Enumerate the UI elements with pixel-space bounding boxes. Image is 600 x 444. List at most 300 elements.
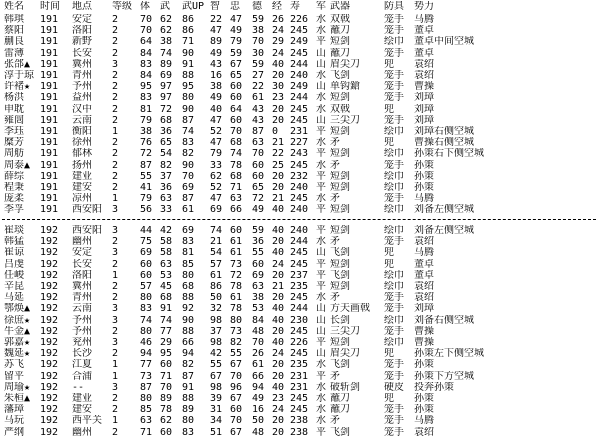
cell-weapon: 蘸刀 [330, 393, 350, 404]
cell-armor: 绘巾 [384, 148, 404, 160]
cell-life: 243 [290, 148, 309, 160]
cell-life: 249 [290, 81, 309, 93]
cell-intel: 34 [210, 415, 223, 427]
cell-war-up: 92 [182, 303, 195, 315]
cell-virtue: 87 [252, 126, 265, 137]
cell-body: 75 [140, 236, 153, 248]
cell-troop: 水 [316, 70, 326, 81]
cell-level: 3 [112, 337, 119, 348]
cell-faction: 刘备右侧空城 [414, 314, 474, 326]
cell-loyal: 66 [230, 204, 243, 216]
cell-loyal: 70 [230, 415, 243, 427]
cell-troop: 水 [316, 137, 326, 149]
cell-virtue: 60 [252, 258, 265, 270]
cell-place: 西安阳 [72, 204, 102, 216]
cell-level: 3 [112, 225, 119, 236]
cell-war: 37 [160, 170, 173, 182]
cell-loyal: 79 [230, 36, 243, 48]
cell-name: 鄂焕▲ [4, 303, 31, 315]
cell-level: 3 [112, 314, 119, 326]
cell-body: 85 [140, 404, 153, 416]
cell-armor: 兜 [384, 258, 394, 270]
cell-time: 191 [40, 25, 59, 37]
cell-life: 238 [290, 426, 309, 438]
cell-level: 1 [112, 269, 119, 281]
cell-place: 汉中 [72, 103, 92, 115]
cell-faction: 刘璋 [414, 114, 434, 126]
cell-faction: 刘备左侧空城 [414, 204, 474, 216]
cell-exp: 21 [272, 281, 285, 292]
cell-loyal: 67 [230, 393, 243, 404]
cell-name: 周瑜★ [4, 381, 31, 393]
cell-name: 郭嘉★ [4, 337, 31, 348]
cell-war: 74 [160, 47, 173, 59]
cell-time: 192 [40, 236, 59, 248]
cell-troop: 水 [316, 404, 326, 416]
cell-level: 3 [112, 381, 119, 393]
cell-place: 合浦 [72, 370, 92, 382]
cell-exp: 20 [272, 182, 285, 193]
cell-virtue: 43 [252, 114, 265, 126]
cell-intel: 69 [210, 204, 223, 216]
cell-faction: 袁绍 [414, 236, 434, 248]
cell-armor: 笼手 [384, 236, 404, 248]
cell-name: 许褚★ [4, 81, 31, 93]
cell-virtue: 43 [252, 103, 265, 115]
cell-war-up: 87 [182, 114, 195, 126]
cell-troop: 平 [316, 182, 326, 193]
cell-body: 71 [140, 426, 153, 438]
cell-exp: 29 [272, 36, 285, 48]
cell-weapon: 短剑 [330, 337, 350, 348]
cell-war-up: 83 [182, 236, 195, 248]
cell-war-up: 88 [182, 393, 195, 404]
cell-war-up: 83 [182, 137, 195, 149]
cell-faction: 董卓 [414, 258, 434, 270]
cell-level: 2 [112, 325, 119, 337]
cell-life: 245 [290, 103, 309, 115]
cell-life: 245 [290, 25, 309, 37]
cell-troop: 山 [316, 303, 326, 315]
cell-virtue: 50 [252, 415, 265, 427]
cell-armor: 绘巾 [384, 281, 404, 292]
cell-war-up: 80 [182, 415, 195, 427]
cell-faction: 孙策 [414, 393, 434, 404]
cell-intel: 47 [210, 193, 223, 205]
cell-faction: 孙策右下侧空城 [414, 148, 484, 160]
cell-life: 235 [290, 281, 309, 292]
cell-weapon: 短剑 [330, 182, 350, 193]
cell-virtue: 72 [252, 193, 265, 205]
cell-weapon: 矛 [330, 236, 340, 248]
cell-war-up: 82 [182, 148, 195, 160]
cell-troop: 山 [316, 114, 326, 126]
cell-life: 244 [290, 58, 309, 70]
cell-intel: 50 [210, 292, 223, 304]
cell-faction: 刘备左侧空城 [414, 225, 474, 236]
cell-place: 安定 [72, 247, 92, 259]
cell-war: 62 [160, 415, 173, 427]
cell-troop: 水 [316, 103, 326, 115]
cell-troop: 山 [316, 247, 326, 259]
cell-troop: 平 [316, 269, 326, 281]
cell-war-up: 90 [182, 314, 195, 326]
cell-time: 192 [40, 325, 59, 337]
cell-virtue: 30 [252, 47, 265, 59]
cell-war: 54 [160, 148, 173, 160]
cell-virtue: 59 [252, 58, 265, 70]
cell-armor: 笼手 [384, 325, 404, 337]
header-life: 寿 [290, 1, 300, 12]
cell-faction: 孙策 [414, 404, 434, 416]
cell-intel: 47 [210, 25, 223, 37]
cell-war-up: 94 [182, 348, 195, 360]
table-header [0, 1, 600, 14]
cell-war-up: 66 [182, 337, 195, 348]
cell-loyal: 67 [230, 426, 243, 438]
header-loyal: 忠 [230, 1, 240, 12]
cell-weapon: 蘸刀 [330, 25, 350, 37]
cell-place: 建安 [72, 182, 92, 193]
cell-war-up: 71 [182, 36, 195, 48]
cell-virtue: 65 [252, 182, 265, 193]
cell-armor: 笼手 [384, 114, 404, 126]
cell-time: 192 [40, 381, 59, 393]
cell-intel: 57 [210, 258, 223, 270]
cell-war-up: 80 [182, 269, 195, 281]
cell-war-up: 91 [182, 58, 195, 70]
cell-war: 60 [160, 359, 173, 371]
cell-intel: 22 [210, 14, 223, 25]
cell-war: 62 [160, 14, 173, 25]
cell-name: 任峻 [4, 269, 24, 281]
cell-armor: 硬皮 [384, 381, 404, 393]
cell-loyal: 78 [230, 281, 243, 292]
cell-intel: 49 [210, 92, 223, 104]
cell-exp: 20 [272, 359, 285, 371]
cell-faction: 刘璋 [414, 92, 434, 104]
header-place: 地点 [72, 1, 92, 12]
cell-armor: 绘巾 [384, 204, 404, 216]
cell-name: 苏飞 [4, 359, 24, 371]
cell-weapon: 短剑 [330, 36, 350, 48]
cell-virtue: 63 [252, 281, 265, 292]
cell-faction: 董卓 [414, 47, 434, 59]
cell-faction: 董卓 [414, 269, 434, 281]
cell-place: 衡阳 [72, 126, 92, 137]
cell-exp: 40 [272, 204, 285, 216]
cell-weapon: 矛 [330, 292, 340, 304]
cell-exp: 20 [272, 103, 285, 115]
cell-level: 3 [112, 58, 119, 70]
cell-war-up: 80 [182, 92, 195, 104]
cell-name: 杨洪 [4, 92, 24, 104]
cell-weapon: 蘸刀 [330, 404, 350, 416]
cell-life: 240 [290, 70, 309, 81]
cell-place: 建安 [72, 404, 92, 416]
header-war-up: 武UP [182, 1, 205, 12]
cell-name: 周舫 [4, 148, 24, 160]
cell-life: 240 [290, 204, 309, 216]
cell-weapon: 矛 [330, 193, 340, 205]
cell-faction: 孙策 [414, 159, 434, 171]
cell-armor: 笼手 [384, 193, 404, 205]
cell-loyal: 74 [230, 148, 243, 160]
cell-virtue: 22 [252, 81, 265, 93]
cell-virtue: 84 [252, 314, 265, 326]
cell-troop: 山 [316, 348, 326, 360]
cell-armor: 笼手 [384, 159, 404, 171]
cell-war: 60 [160, 426, 173, 438]
cell-weapon: 短剑 [330, 281, 350, 292]
cell-time: 192 [40, 303, 59, 315]
cell-virtue: 38 [252, 25, 265, 37]
cell-exp: 22 [272, 148, 285, 160]
cell-loyal: 80 [230, 314, 243, 326]
cell-war-up: 88 [182, 70, 195, 81]
cell-virtue: 16 [252, 404, 265, 416]
cell-name: 程秉 [4, 182, 24, 193]
cell-level: 2 [112, 348, 119, 360]
cell-level: 2 [112, 103, 119, 115]
cell-loyal: 64 [230, 103, 243, 115]
cell-intel: 54 [210, 247, 223, 259]
cell-life: 245 [290, 258, 309, 270]
cell-place: 西平关 [72, 415, 102, 427]
cell-life: 245 [290, 114, 309, 126]
cell-troop: 山 [316, 81, 326, 93]
cell-war: 68 [160, 114, 173, 126]
cell-armor: 笼手 [384, 303, 404, 315]
header-level: 等级 [112, 1, 132, 12]
table-row [0, 427, 600, 440]
cell-loyal: 61 [230, 247, 243, 259]
cell-virtue: 60 [252, 170, 265, 182]
cell-life: 249 [290, 36, 309, 48]
cell-faction: 孙策 [414, 170, 434, 182]
cell-time: 192 [40, 258, 59, 270]
cell-loyal: 68 [230, 170, 243, 182]
cell-body: 79 [140, 193, 153, 205]
cell-troop: 水 [316, 92, 326, 104]
cell-life: 231 [290, 126, 309, 137]
cell-war: 68 [160, 292, 173, 304]
cell-intel: 39 [210, 393, 223, 404]
cell-body: 80 [140, 292, 153, 304]
cell-life: 245 [290, 193, 309, 205]
cell-life: 230 [290, 314, 309, 326]
cell-troop: 平 [316, 258, 326, 270]
cell-body: 84 [140, 47, 153, 59]
cell-war: 72 [160, 103, 173, 115]
cell-faction: 孙策下方空城 [414, 370, 474, 382]
cell-place: 长沙 [72, 348, 92, 360]
cell-armor: 兜 [384, 58, 394, 70]
cell-war-up: 70 [182, 170, 195, 182]
cell-exp: 40 [272, 337, 285, 348]
cell-intel: 86 [210, 281, 223, 292]
cell-level: 2 [112, 81, 119, 93]
cell-body: 55 [140, 170, 153, 182]
cell-weapon: 矛 [330, 159, 340, 171]
cell-troop: 平 [316, 281, 326, 292]
cell-level: 2 [112, 182, 119, 193]
cell-faction: 刘璋 [414, 303, 434, 315]
cell-weapon: 方天画戟 [330, 303, 370, 315]
cell-troop: 平 [316, 204, 326, 216]
cell-war-up: 83 [182, 426, 195, 438]
cell-armor: 绘巾 [384, 126, 404, 137]
cell-body: 74 [140, 314, 153, 326]
cell-life: 237 [290, 269, 309, 281]
cell-faction: 投奔孙策 [414, 381, 454, 393]
cell-war: 97 [160, 92, 173, 104]
cell-war-up: 69 [182, 182, 195, 193]
cell-time: 192 [40, 337, 59, 348]
cell-virtue: 61 [252, 92, 265, 104]
cell-loyal: 73 [230, 258, 243, 270]
cell-life: 245 [290, 47, 309, 59]
cell-faction: 袁绍 [414, 70, 434, 81]
cell-place: 建业 [72, 393, 92, 404]
cell-exp: 24 [272, 348, 285, 360]
cell-body: 70 [140, 25, 153, 37]
cell-war: 58 [160, 247, 173, 259]
cell-intel: 52 [210, 126, 223, 137]
cell-level: 2 [112, 114, 119, 126]
cell-loyal: 60 [230, 404, 243, 416]
cell-intel: 32 [210, 303, 223, 315]
cell-time: 192 [40, 415, 59, 427]
cell-intel: 47 [210, 137, 223, 149]
cell-name: 庞柔 [4, 193, 24, 205]
cell-place: 徐州 [72, 137, 92, 149]
cell-virtue: 48 [252, 325, 265, 337]
cell-armor: 笼手 [384, 81, 404, 93]
cell-armor: 兜 [384, 103, 394, 115]
cell-life: 240 [290, 225, 309, 236]
cell-loyal: 78 [230, 303, 243, 315]
cell-name: 牛金▲ [4, 325, 31, 337]
cell-war: 89 [160, 393, 173, 404]
cell-loyal: 96 [230, 381, 243, 393]
cell-weapon: 短剑 [330, 148, 350, 160]
cell-weapon: 飞剑 [330, 247, 350, 259]
cell-armor: 绘巾 [384, 170, 404, 182]
cell-troop: 山 [316, 58, 326, 70]
cell-troop: 水 [316, 236, 326, 248]
cell-body: 76 [140, 137, 153, 149]
cell-intel: 61 [210, 269, 223, 281]
cell-troop: 水 [316, 193, 326, 205]
cell-exp: 20 [272, 426, 285, 438]
cell-name: 蔡阳 [4, 25, 24, 37]
cell-level: 2 [112, 159, 119, 171]
cell-body: 95 [140, 81, 153, 93]
cell-armor: 绘巾 [384, 36, 404, 48]
cell-faction: 马腾 [414, 193, 434, 205]
cell-virtue: 69 [252, 269, 265, 281]
cell-troop: 水 [316, 393, 326, 404]
cell-war-up: 91 [182, 381, 195, 393]
cell-war: 69 [160, 70, 173, 81]
cell-life: 240 [290, 182, 309, 193]
cell-war-up: 88 [182, 325, 195, 337]
cell-level: 2 [112, 292, 119, 304]
cell-body: 84 [140, 70, 153, 81]
cell-intel: 52 [210, 182, 223, 193]
cell-place: 凉州 [72, 193, 92, 205]
cell-level: 1 [112, 359, 119, 371]
cell-war-up: 74 [182, 126, 195, 137]
cell-intel: 67 [210, 370, 223, 382]
cell-name: 藩璋 [4, 404, 24, 416]
cell-life: 245 [290, 325, 309, 337]
cell-faction: 董卓中间空城 [414, 36, 474, 48]
cell-body: 41 [140, 182, 153, 193]
cell-body: 79 [140, 114, 153, 126]
cell-time: 191 [40, 81, 59, 93]
cell-time: 191 [40, 114, 59, 126]
cell-exp: 26 [272, 14, 285, 25]
cell-place: 新野 [72, 36, 92, 48]
cell-virtue: 61 [252, 359, 265, 371]
cell-faction: 马腾 [414, 415, 434, 427]
header-armor: 防具 [384, 1, 404, 12]
cell-faction: 刘璋右侧空城 [414, 126, 474, 137]
cell-virtue: 49 [252, 393, 265, 404]
cell-virtue: 49 [252, 204, 265, 216]
cell-faction: 袁绍 [414, 292, 434, 304]
cell-life: 231 [290, 370, 309, 382]
cell-war-up: 87 [182, 193, 195, 205]
cell-loyal: 60 [230, 81, 243, 93]
cell-place: 予州 [72, 314, 92, 326]
cell-war-up: 89 [182, 404, 195, 416]
cell-name: 李珏 [4, 126, 24, 137]
cell-armor: 笼手 [384, 370, 404, 382]
cell-life: 245 [290, 159, 309, 171]
cell-name: 薛综 [4, 170, 24, 182]
cell-exp: 20 [272, 370, 285, 382]
cell-weapon: 短剑 [330, 126, 350, 137]
cell-war: 77 [160, 325, 173, 337]
cell-armor: 兜 [384, 393, 394, 404]
cell-body: 81 [140, 103, 153, 115]
cell-virtue: 60 [252, 159, 265, 171]
cell-exp: 40 [272, 381, 285, 393]
cell-faction: 孙策 [414, 359, 434, 371]
cell-armor: 兜 [384, 247, 394, 259]
cell-intel: 89 [210, 36, 223, 48]
cell-intel: 31 [210, 404, 223, 416]
cell-war: 95 [160, 348, 173, 360]
cell-war-up: 95 [182, 81, 195, 93]
cell-weapon: 矛 [330, 370, 340, 382]
cell-name: 雷薄 [4, 47, 24, 59]
cell-place: 扬州 [72, 159, 92, 171]
cell-weapon: 短剑 [330, 258, 350, 270]
cell-intel: 51 [210, 426, 223, 438]
cell-time: 192 [40, 370, 59, 382]
cell-war: 29 [160, 337, 173, 348]
cell-faction: 曹操 [414, 337, 434, 348]
cell-weapon: 飞剑 [330, 269, 350, 281]
cell-body: 87 [140, 159, 153, 171]
cell-time: 191 [40, 92, 59, 104]
cell-time: 191 [40, 148, 59, 160]
cell-war: 71 [160, 370, 173, 382]
